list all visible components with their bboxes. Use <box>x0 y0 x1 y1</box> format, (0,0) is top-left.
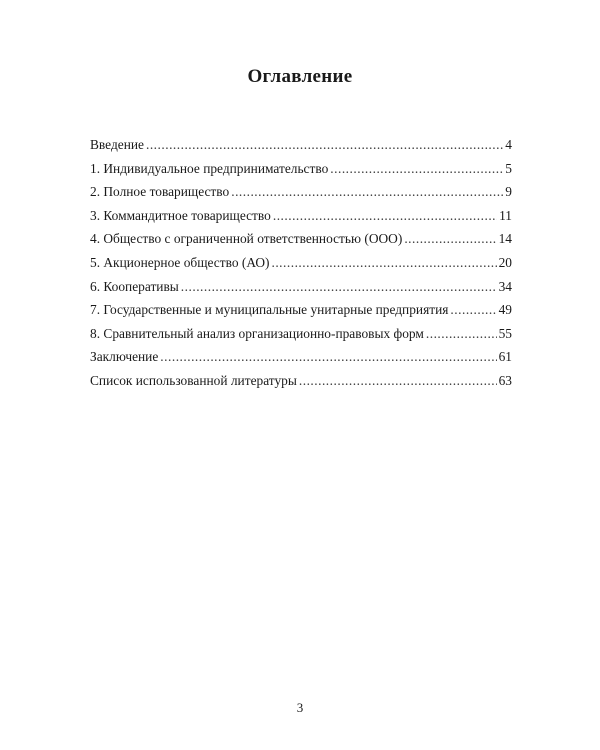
toc-entry <box>90 251 512 275</box>
toc-dot-leader <box>273 204 497 228</box>
toc-entry-page: 49 <box>498 302 512 318</box>
toc-entry <box>90 322 512 346</box>
toc-dot-leader <box>231 180 503 204</box>
toc-entry <box>90 345 512 369</box>
toc-entry-label: Заключение <box>90 349 159 365</box>
page-number: 3 <box>296 700 304 715</box>
toc-entry-label: Введение <box>90 137 144 152</box>
table-of-contents <box>90 133 512 393</box>
toc-entry <box>90 204 512 228</box>
toc-entry-page: 11 <box>499 207 512 223</box>
toc-dot-leader <box>181 275 497 299</box>
toc-entry-page: 34 <box>498 278 512 294</box>
toc-entry-label: 3. Коммандитное товарищество <box>90 207 271 223</box>
toc-dot-leader <box>146 133 503 157</box>
toc-entry-page: 4 <box>505 137 512 152</box>
toc-entry-page: 14 <box>498 231 512 247</box>
toc-dot-leader <box>450 298 496 322</box>
toc-entry-page: 61 <box>498 349 512 365</box>
toc-entry-page: 5 <box>505 160 512 176</box>
toc-entry <box>90 298 512 322</box>
toc-entry-label: 2. Полное товарищество <box>90 184 230 200</box>
toc-entry <box>90 227 512 251</box>
toc-entry-label: 4. Общество с ограниченной ответственностью (ООО) <box>90 231 403 247</box>
toc-entry-label: 1. Индивидуальное предпринимательство <box>90 160 329 176</box>
toc-entry-page: 55 <box>498 325 512 341</box>
toc-entry <box>90 157 512 181</box>
toc-dot-leader <box>404 227 496 251</box>
toc-entry-page: 63 <box>498 372 512 388</box>
toc-entry-page: 9 <box>505 184 512 200</box>
toc-entry-page: 20 <box>498 254 512 270</box>
page-title: Оглавление <box>247 66 353 87</box>
toc-entry-label: 7. Государственные и муниципальные унитарные предприятия <box>90 302 449 318</box>
toc-dot-leader <box>160 345 496 369</box>
toc-entry-label: 6. Кооперативы <box>90 278 179 294</box>
toc-entry <box>90 133 512 157</box>
toc-dot-leader <box>271 251 496 275</box>
toc-entry <box>90 275 512 299</box>
toc-dot-leader <box>426 322 497 346</box>
toc-entry-label: 5. Акционерное общество (АО) <box>90 254 270 270</box>
toc-dot-leader <box>330 157 503 181</box>
toc-entry-label: Список использованной литературы <box>90 372 297 388</box>
toc-entry <box>90 369 512 393</box>
toc-entry <box>90 180 512 204</box>
toc-dot-leader <box>299 369 497 393</box>
toc-entry-label: 8. Сравнительный анализ организационно-правовых форм <box>90 325 424 341</box>
